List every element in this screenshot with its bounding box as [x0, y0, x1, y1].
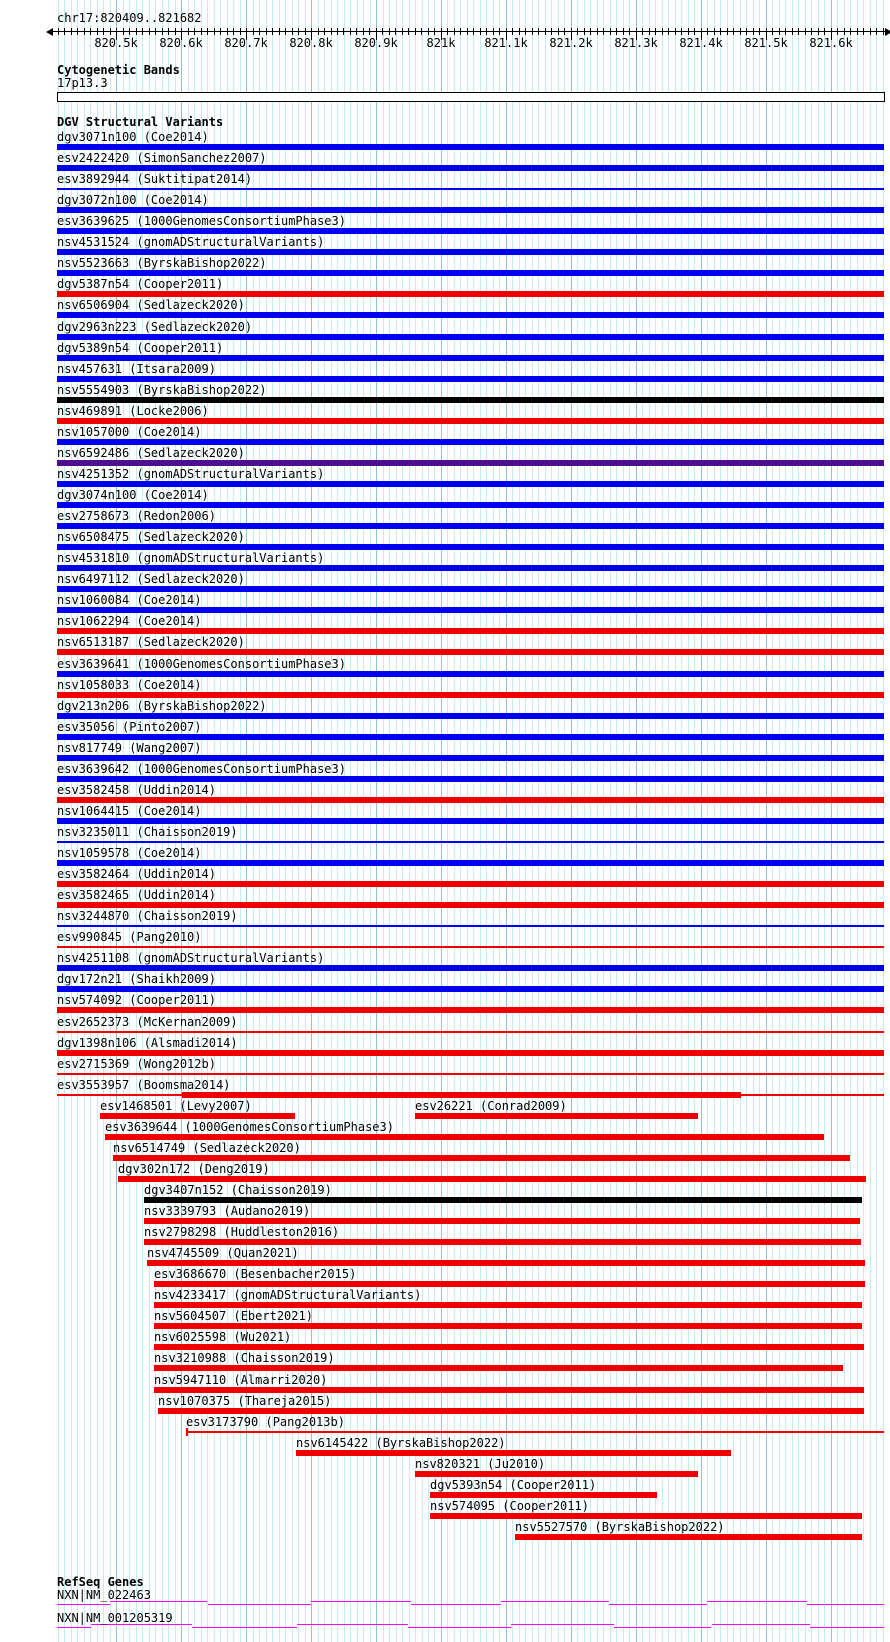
variant-label[interactable]: dgv3407n152 (Chaisson2019)	[144, 1183, 332, 1197]
variant-label[interactable]: esv990845 (Pang2010)	[57, 930, 202, 944]
ruler-minor-tick	[350, 28, 351, 35]
ruler-minor-tick	[175, 28, 176, 35]
ruler-minor-tick	[402, 28, 403, 35]
variant-bar[interactable]	[57, 881, 884, 887]
ruler-minor-tick	[733, 28, 734, 35]
variant-bar[interactable]	[57, 946, 884, 948]
ruler-minor-tick	[551, 28, 552, 35]
variant-label[interactable]: nsv6506904 (Sedlazeck2020)	[57, 298, 245, 312]
ruler-minor-tick	[850, 28, 851, 35]
variant-label[interactable]: nsv4745509 (Quan2021)	[147, 1246, 299, 1260]
ruler-minor-tick	[519, 28, 520, 35]
variant-bar[interactable]	[57, 860, 884, 866]
variant-label[interactable]: nsv3244870 (Chaisson2019)	[57, 909, 238, 923]
ruler-minor-tick	[818, 28, 819, 35]
ruler-minor-tick	[876, 28, 877, 35]
ruler-minor-tick	[779, 28, 780, 35]
ruler-minor-tick	[201, 28, 202, 35]
variant-label[interactable]: nsv5554903 (ByrskaBishop2022)	[57, 383, 267, 397]
variant-bar[interactable]	[113, 1155, 850, 1161]
variant-bar[interactable]	[57, 649, 884, 655]
variant-bar[interactable]	[57, 355, 884, 361]
cytoband-rect[interactable]	[57, 92, 885, 102]
variant-bar[interactable]	[57, 165, 884, 171]
ruler-tick-label: 820.9k	[354, 36, 398, 50]
variant-bar[interactable]	[57, 207, 884, 213]
variant-label[interactable]: nsv1057000 (Coe2014)	[57, 425, 202, 439]
ruler-minor-tick	[883, 28, 884, 35]
variant-bar[interactable]	[154, 1302, 862, 1308]
variant-label[interactable]: nsv6497112 (Sedlazeck2020)	[57, 572, 245, 586]
ruler-minor-tick	[792, 28, 793, 35]
variant-label[interactable]: dgv1398n106 (Alsmadi2014)	[57, 1036, 238, 1050]
gene-label[interactable]: NXN|NM_001205319	[57, 1611, 173, 1625]
variant-bar[interactable]	[100, 1113, 295, 1119]
variant-bar[interactable]	[57, 228, 884, 234]
variant-label[interactable]: nsv4251352 (gnomADStructuralVariants)	[57, 467, 325, 481]
variant-bar[interactable]	[57, 144, 884, 150]
ruler-tick-label: 821.5k	[744, 36, 788, 50]
variant-label[interactable]: dgv5389n54 (Cooper2011)	[57, 341, 224, 355]
variant-label[interactable]: esv1468501 (Levy2007)	[100, 1099, 252, 1113]
ruler-minor-tick	[240, 28, 241, 35]
variant-bar[interactable]	[182, 1092, 741, 1098]
variant-label[interactable]: nsv6508475 (Sedlazeck2020)	[57, 530, 245, 544]
variant-label[interactable]: nsv5604507 (Ebert2021)	[154, 1309, 313, 1323]
ruler-minor-tick	[772, 28, 773, 35]
variant-bar[interactable]	[154, 1281, 865, 1287]
variant-bar[interactable]	[144, 1239, 861, 1245]
ruler-tick-label: 820.6k	[159, 36, 203, 50]
variant-bar[interactable]	[57, 312, 884, 318]
ruler-minor-tick	[707, 28, 708, 35]
variant-label[interactable]: dgv3071n100 (Coe2014)	[57, 130, 209, 144]
variant-label[interactable]: esv3892944 (Suktitipat2014)	[57, 172, 253, 186]
ruler-minor-tick	[746, 28, 747, 35]
variant-label[interactable]: nsv820321 (Ju2010)	[415, 1457, 546, 1471]
variant-label[interactable]: nsv3235011 (Chaisson2019)	[57, 825, 238, 839]
ruler-minor-tick	[454, 28, 455, 35]
gene-label[interactable]: NXN|NM_022463	[57, 1588, 151, 1602]
ruler-minor-tick	[305, 28, 306, 35]
ruler-minor-tick	[844, 28, 845, 35]
ruler-minor-tick	[649, 28, 650, 35]
ruler-minor-tick	[759, 28, 760, 35]
gene-model-segment[interactable]	[712, 1624, 810, 1625]
ruler-minor-tick	[188, 28, 189, 35]
variant-label[interactable]: esv35056 (Pinto2007)	[57, 720, 202, 734]
ruler-minor-tick	[408, 28, 409, 35]
variant-bar[interactable]	[57, 460, 884, 466]
variant-label[interactable]: nsv2798298 (Huddleston2016)	[144, 1225, 340, 1239]
ruler-minor-tick	[740, 28, 741, 35]
ruler-minor-tick	[486, 28, 487, 35]
variant-bar[interactable]	[154, 1365, 843, 1371]
ruler-minor-tick	[434, 28, 435, 35]
ruler-minor-tick	[129, 28, 130, 35]
variant-bar[interactable]	[158, 1408, 864, 1414]
ruler-minor-tick	[870, 28, 871, 35]
ruler-minor-tick	[564, 28, 565, 35]
variant-bar[interactable]	[57, 671, 884, 677]
refseq-header: RefSeq Genes	[57, 1575, 144, 1589]
gene-model-segment[interactable]	[807, 1604, 884, 1605]
ruler-minor-tick	[97, 28, 98, 35]
variant-label[interactable]: nsv1070375 (Thareja2015)	[158, 1394, 332, 1408]
cytoband-header: Cytogenetic Bands	[57, 63, 180, 77]
variant-label[interactable]: esv3639644 (1000GenomesConsortiumPhase3)	[105, 1120, 394, 1134]
variant-bar[interactable]	[57, 439, 884, 445]
variant-bar[interactable]	[415, 1471, 698, 1477]
variant-bar[interactable]	[154, 1344, 864, 1350]
variant-label[interactable]: nsv6514749 (Sedlazeck2020)	[113, 1141, 301, 1155]
ruler-minor-tick	[220, 28, 221, 35]
variant-label[interactable]: nsv817749 (Wang2007)	[57, 741, 202, 755]
variant-bar[interactable]	[57, 713, 884, 719]
ruler-minor-tick	[369, 28, 370, 35]
ruler-minor-tick	[363, 28, 364, 35]
cytoband-label: 17p13.3	[57, 76, 108, 90]
ruler-minor-tick	[499, 28, 500, 35]
ruler-minor-tick	[382, 28, 383, 35]
ruler-minor-tick	[720, 28, 721, 35]
ruler-minor-tick	[668, 28, 669, 35]
variant-label[interactable]: nsv4531810 (gnomADStructuralVariants)	[57, 551, 325, 565]
variant-bar[interactable]	[57, 628, 884, 634]
variant-bar[interactable]	[57, 1050, 884, 1056]
ruler-minor-tick	[857, 28, 858, 35]
ruler-minor-tick	[616, 28, 617, 35]
variant-label[interactable]: nsv6025598 (Wu2021)	[154, 1330, 292, 1344]
variant-bar[interactable]	[154, 1323, 862, 1329]
ruler-minor-tick	[331, 28, 332, 35]
ruler-minor-tick	[149, 28, 150, 35]
ruler-minor-tick	[688, 28, 689, 35]
ruler-minor-tick	[727, 28, 728, 35]
ruler-minor-tick	[318, 28, 319, 35]
variant-bar[interactable]	[57, 755, 884, 761]
ruler-minor-tick	[662, 28, 663, 35]
variant-label[interactable]: esv3639625 (1000GenomesConsortiumPhase3)	[57, 214, 346, 228]
ruler-minor-tick	[675, 28, 676, 35]
ruler-tick-label: 820.8k	[289, 36, 333, 50]
variant-bar[interactable]	[57, 586, 884, 592]
variant-label[interactable]: esv3173790 (Pang2013b)	[186, 1415, 345, 1429]
variant-label[interactable]: esv2715369 (Wong2012b)	[57, 1057, 216, 1071]
ruler-minor-tick	[590, 28, 591, 35]
ruler-minor-tick	[545, 28, 546, 35]
ruler-minor-tick	[811, 28, 812, 35]
ruler-minor-tick	[279, 28, 280, 35]
ruler-minor-tick	[168, 28, 169, 35]
ruler-minor-tick	[136, 28, 137, 35]
variant-label[interactable]: nsv457631 (Itsara2009)	[57, 362, 216, 376]
gene-model-segment[interactable]	[810, 1627, 884, 1628]
ruler-minor-tick	[343, 28, 344, 35]
ruler-tick-label: 821.1k	[484, 36, 528, 50]
variant-label[interactable]: esv3639641 (1000GenomesConsortiumPhase3)	[57, 657, 346, 671]
variant-bar[interactable]	[57, 418, 884, 424]
ruler-minor-tick	[259, 28, 260, 35]
region-title: chr17:820409..821682	[57, 11, 202, 25]
ruler-minor-tick	[597, 28, 598, 35]
gene-model-segment[interactable]	[408, 1627, 511, 1628]
gene-model-segment[interactable]	[707, 1601, 807, 1602]
ruler-minor-tick	[681, 28, 682, 35]
variant-label[interactable]: esv26221 (Conrad2009)	[415, 1099, 567, 1113]
ruler-tick-label: 820.5k	[94, 36, 138, 50]
ruler-tick-label: 821.2k	[549, 36, 593, 50]
ruler-minor-tick	[285, 28, 286, 35]
ruler-minor-tick	[233, 28, 234, 35]
variant-label[interactable]: esv3582464 (Uddin2014)	[57, 867, 216, 881]
ruler-minor-tick	[162, 28, 163, 35]
ruler-minor-tick	[194, 28, 195, 35]
variant-label[interactable]: esv3686670 (Besenbacher2015)	[154, 1267, 357, 1281]
ruler-minor-tick	[103, 28, 104, 35]
variant-bar[interactable]	[57, 986, 884, 992]
variant-label[interactable]: nsv3339793 (Audano2019)	[144, 1204, 311, 1218]
ruler-minor-tick	[467, 28, 468, 35]
variant-label[interactable]: dgv2963n223 (Sedlazeck2020)	[57, 320, 253, 334]
ruler-minor-tick	[824, 28, 825, 35]
ruler-minor-tick	[558, 28, 559, 35]
ruler-minor-tick	[525, 28, 526, 35]
variant-bar[interactable]	[57, 607, 884, 613]
variant-label[interactable]: nsv574092 (Cooper2011)	[57, 993, 216, 1007]
ruler-tick-label: 821.3k	[614, 36, 658, 50]
variant-bar[interactable]	[57, 397, 884, 403]
gene-model-segment[interactable]	[311, 1601, 411, 1602]
ruler-minor-tick	[480, 28, 481, 35]
ruler-minor-tick	[577, 28, 578, 35]
variant-label[interactable]: esv2652373 (McKernan2009)	[57, 1015, 238, 1029]
variant-label[interactable]: dgv213n206 (ByrskaBishop2022)	[57, 699, 267, 713]
variant-label[interactable]: nsv4251108 (gnomADStructuralVariants)	[57, 951, 325, 965]
ruler-minor-tick	[227, 28, 228, 35]
ruler-minor-tick	[142, 28, 143, 35]
variant-bar[interactable]	[57, 797, 884, 803]
variant-bar[interactable]	[57, 334, 884, 340]
variant-label[interactable]: nsv6513187 (Sedlazeck2020)	[57, 635, 245, 649]
variant-label[interactable]: nsv6592486 (Sedlazeck2020)	[57, 446, 245, 460]
ruler-minor-tick	[610, 28, 611, 35]
variant-bar[interactable]	[57, 776, 884, 782]
ruler-minor-tick	[110, 28, 111, 35]
variant-label[interactable]: esv2758673 (Redon2006)	[57, 509, 216, 523]
variant-label[interactable]: nsv6145422 (ByrskaBishop2022)	[296, 1436, 506, 1450]
variant-bar[interactable]	[147, 1260, 865, 1266]
variant-bar[interactable]	[57, 270, 884, 276]
ruler-minor-tick	[473, 28, 474, 35]
ruler-minor-tick	[863, 28, 864, 35]
variant-label[interactable]: nsv1058033 (Coe2014)	[57, 678, 202, 692]
ruler-tick-label: 821k	[426, 36, 456, 50]
variant-bar[interactable]	[57, 502, 884, 508]
ruler-minor-tick	[421, 28, 422, 35]
variant-bar[interactable]	[57, 291, 884, 297]
ruler-minor-tick	[155, 28, 156, 35]
ruler-minor-tick	[77, 28, 78, 35]
variant-bar[interactable]	[57, 818, 884, 824]
variant-label[interactable]: nsv469891 (Locke2006)	[57, 404, 209, 418]
variant-label[interactable]: nsv4531524 (gnomADStructuralVariants)	[57, 235, 325, 249]
gene-model-segment[interactable]	[208, 1604, 311, 1605]
ruler-axis[interactable]	[52, 31, 888, 32]
variant-label[interactable]: dgv5393n54 (Cooper2011)	[430, 1478, 597, 1492]
gene-model-segment[interactable]	[614, 1627, 711, 1628]
ruler-minor-tick	[753, 28, 754, 35]
ruler-minor-tick	[655, 28, 656, 35]
ruler-minor-tick	[584, 28, 585, 35]
variant-bar[interactable]	[57, 481, 884, 487]
variant-label[interactable]: nsv5523663 (ByrskaBishop2022)	[57, 256, 267, 270]
variant-bar[interactable]	[57, 188, 884, 190]
ruler-minor-tick	[603, 28, 604, 35]
ruler-tick-label: 821.4k	[679, 36, 723, 50]
variant-bar[interactable]	[105, 1134, 824, 1140]
ruler-minor-tick	[298, 28, 299, 35]
ruler-minor-tick	[356, 28, 357, 35]
variant-bar[interactable]	[144, 1218, 860, 1224]
ruler-minor-tick	[694, 28, 695, 35]
ruler-minor-tick	[389, 28, 390, 35]
variant-bar[interactable]	[57, 1007, 884, 1013]
ruler-minor-tick	[90, 28, 91, 35]
ruler-minor-tick	[337, 28, 338, 35]
gene-model-segment[interactable]	[297, 1624, 408, 1625]
variant-start-tick	[186, 1428, 188, 1436]
ruler-minor-tick	[837, 28, 838, 35]
ruler-left-arrow-icon	[46, 28, 53, 36]
variant-bar[interactable]	[57, 692, 884, 698]
variant-bar[interactable]	[515, 1534, 862, 1540]
variant-bar[interactable]	[430, 1492, 657, 1498]
ruler-minor-tick	[415, 28, 416, 35]
variant-label[interactable]: nsv1060084 (Coe2014)	[57, 593, 202, 607]
ruler-minor-tick	[493, 28, 494, 35]
gene-model-segment[interactable]	[411, 1604, 501, 1605]
ruler-minor-tick	[123, 28, 124, 35]
variant-bar[interactable]	[430, 1513, 862, 1519]
variant-label[interactable]: nsv1064415 (Coe2014)	[57, 804, 202, 818]
ruler-minor-tick	[798, 28, 799, 35]
variant-bar[interactable]	[57, 734, 884, 740]
ruler-minor-tick	[207, 28, 208, 35]
ruler-minor-tick	[58, 28, 59, 35]
variant-label[interactable]: esv3553957 (Boomsma2014)	[57, 1078, 231, 1092]
variant-bar[interactable]	[186, 1431, 884, 1433]
ruler-minor-tick	[266, 28, 267, 35]
ruler-minor-tick	[460, 28, 461, 35]
gene-model-segment[interactable]	[511, 1624, 614, 1625]
variant-bar[interactable]	[57, 249, 884, 255]
ruler-minor-tick	[84, 28, 85, 35]
ruler-minor-tick	[447, 28, 448, 35]
variant-label[interactable]: dgv3072n100 (Coe2014)	[57, 193, 209, 207]
ruler-minor-tick	[253, 28, 254, 35]
variant-label[interactable]: nsv574095 (Cooper2011)	[430, 1499, 589, 1513]
variant-bar[interactable]	[57, 841, 884, 843]
ruler-minor-tick	[71, 28, 72, 35]
variant-label[interactable]: dgv172n21 (Shaikh2009)	[57, 972, 216, 986]
variant-label[interactable]: nsv3210988 (Chaisson2019)	[154, 1351, 335, 1365]
variant-bar[interactable]	[57, 1073, 884, 1075]
variant-bar[interactable]	[57, 902, 884, 908]
ruler-minor-tick	[324, 28, 325, 35]
ruler-minor-tick	[642, 28, 643, 35]
ruler-tick-label: 821.6k	[809, 36, 853, 50]
ruler-tick-label: 820.7k	[224, 36, 268, 50]
variant-label[interactable]: dgv302n172 (Deng2019)	[118, 1162, 270, 1176]
variant-bar[interactable]	[154, 1387, 864, 1393]
variant-label[interactable]: nsv4233417 (gnomADStructuralVariants)	[154, 1288, 422, 1302]
variant-bar[interactable]	[415, 1113, 698, 1119]
dgv-track-header: DGV Structural Variants	[57, 115, 224, 129]
gene-model-segment[interactable]	[501, 1601, 609, 1602]
ruler-minor-tick	[512, 28, 513, 35]
gene-model-segment[interactable]	[609, 1604, 707, 1605]
ruler-minor-tick	[214, 28, 215, 35]
variant-label[interactable]: nsv5947110 (Almarri2020)	[154, 1373, 328, 1387]
ruler-minor-tick	[629, 28, 630, 35]
variant-label[interactable]: esv3582458 (Uddin2014)	[57, 783, 216, 797]
variant-label[interactable]: dgv3074n100 (Coe2014)	[57, 488, 209, 502]
ruler-right-arrow-icon	[885, 28, 890, 36]
ruler-minor-tick	[428, 28, 429, 35]
variant-label[interactable]: dgv5387n54 (Cooper2011)	[57, 277, 224, 291]
variant-label[interactable]: nsv5527570 (ByrskaBishop2022)	[515, 1520, 725, 1534]
ruler-minor-tick	[805, 28, 806, 35]
ruler-minor-tick	[785, 28, 786, 35]
variant-bar[interactable]	[57, 925, 884, 927]
variant-bar[interactable]	[57, 544, 884, 550]
variant-bar[interactable]	[296, 1450, 731, 1456]
variant-label[interactable]: esv3639642 (1000GenomesConsortiumPhase3)	[57, 762, 346, 776]
gene-model-segment[interactable]	[57, 1627, 91, 1628]
ruler-minor-tick	[714, 28, 715, 35]
ruler-minor-tick	[64, 28, 65, 35]
ruler-minor-tick	[272, 28, 273, 35]
ruler-minor-tick	[623, 28, 624, 35]
variant-bar[interactable]	[57, 523, 884, 529]
variant-label[interactable]: nsv1059578 (Coe2014)	[57, 846, 202, 860]
variant-bar[interactable]	[57, 965, 884, 971]
variant-bar[interactable]	[57, 565, 884, 571]
variant-label[interactable]: nsv1062294 (Coe2014)	[57, 614, 202, 628]
ruler-minor-tick	[292, 28, 293, 35]
ruler-minor-tick	[538, 28, 539, 35]
variant-label[interactable]: esv2422420 (SimonSanchez2007)	[57, 151, 267, 165]
variant-label[interactable]: esv3582465 (Uddin2014)	[57, 888, 216, 902]
variant-bar[interactable]	[144, 1197, 862, 1203]
variant-bar[interactable]	[118, 1176, 866, 1182]
gene-model-segment[interactable]	[57, 1604, 110, 1605]
variant-bar[interactable]	[57, 1031, 884, 1033]
variant-bar[interactable]	[57, 376, 884, 382]
gene-model-segment[interactable]	[192, 1627, 297, 1628]
ruler-minor-tick	[395, 28, 396, 35]
ruler-minor-tick	[532, 28, 533, 35]
